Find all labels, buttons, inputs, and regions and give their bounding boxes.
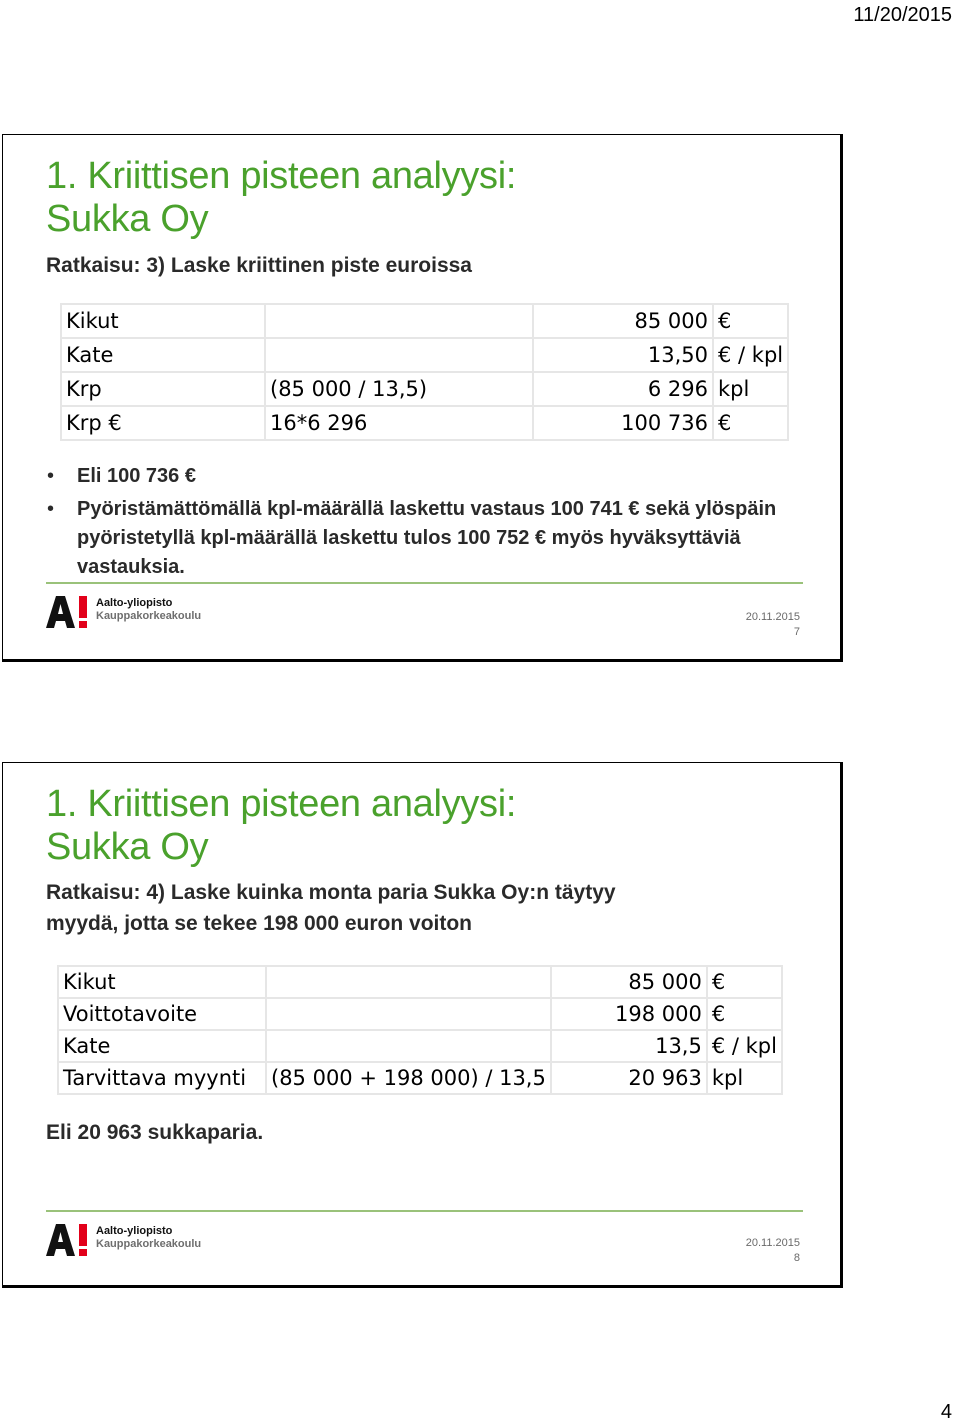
slide-title-line-2: Sukka Oy <box>46 826 209 868</box>
table-cell: 13,5 <box>551 1030 707 1062</box>
logo-line-2: Kauppakorkeakoulu <box>96 610 202 622</box>
table-cell: (85 000 / 13,5) <box>265 372 533 406</box>
footer-date: 20.11.2015 <box>745 611 800 623</box>
table-cell: 13,50 <box>533 338 713 372</box>
table-row <box>61 338 788 372</box>
table-cell: € <box>713 406 788 440</box>
table-cell <box>266 966 551 998</box>
table-cell: € <box>707 998 782 1030</box>
table-row <box>58 998 782 1030</box>
conclusion-text: Eli 20 963 sukkaparia. <box>46 1121 264 1144</box>
aalto-logo-mark-icon <box>46 1223 90 1257</box>
table-row <box>58 966 782 998</box>
table-cell: Krp € <box>61 406 265 440</box>
logo-line-2: Kauppakorkeakoulu <box>96 1238 202 1250</box>
table-cell: kpl <box>713 372 788 406</box>
calculation-table <box>57 965 783 1095</box>
table-row <box>58 1062 782 1094</box>
table-cell: 6 296 <box>533 372 713 406</box>
table-cell: Voittotavoite <box>58 998 266 1030</box>
slide-subtitle: Ratkaisu: 3) Laske kriittinen piste euroissa <box>46 254 472 277</box>
page-number: 4 <box>940 1401 952 1423</box>
table-cell <box>265 338 533 372</box>
logo-line-1: Aalto-yliopisto <box>96 1225 173 1237</box>
table-cell <box>266 1030 551 1062</box>
table-row <box>58 1030 782 1062</box>
aalto-logo-mark-icon <box>46 595 90 629</box>
aalto-logo <box>46 595 236 631</box>
logo-text <box>96 597 201 623</box>
table-cell: 20 963 <box>551 1062 707 1094</box>
table-row <box>61 304 788 338</box>
table-cell <box>266 998 551 1030</box>
table-cell: € / kpl <box>713 338 788 372</box>
slide-title <box>46 783 516 869</box>
table-row <box>61 372 788 406</box>
bullet-list <box>47 462 807 586</box>
table-cell <box>265 304 533 338</box>
table-cell: Krp <box>61 372 265 406</box>
slide-number: 8 <box>793 1252 800 1264</box>
table-cell: € <box>713 304 788 338</box>
slide-subtitle <box>46 877 616 939</box>
slide-subtitle-line-2: myydä, jotta se tekee 198 000 euron voiton <box>46 912 473 935</box>
slide-subtitle-line-1: Ratkaisu: 4) Laske kuinka monta paria Sukka Oy:n täytyy <box>46 881 616 904</box>
table-cell: Tarvittava myynti <box>58 1062 266 1094</box>
table-cell: 85 000 <box>551 966 707 998</box>
logo-line-1: Aalto-yliopisto <box>96 597 173 609</box>
table-cell: kpl <box>707 1062 782 1094</box>
bullet-item: • Eli 100 736 € <box>47 462 807 491</box>
table-cell: Kate <box>58 1030 266 1062</box>
page-date: 11/20/2015 <box>853 4 952 26</box>
table-cell: 198 000 <box>551 998 707 1030</box>
footer-divider <box>46 1210 803 1212</box>
slide-title-line-1: 1. Kriittisen pisteen analyysi: <box>46 155 517 197</box>
table-cell: € <box>707 966 782 998</box>
footer-date: 20.11.2015 <box>745 1237 800 1249</box>
table-cell: 85 000 <box>533 304 713 338</box>
table-cell: Kikut <box>58 966 266 998</box>
table-cell: € / kpl <box>707 1030 782 1062</box>
slide-number: 7 <box>793 626 800 638</box>
aalto-logo <box>46 1223 236 1259</box>
table-row <box>61 406 788 440</box>
footer-divider <box>46 582 803 584</box>
table-cell: Kate <box>61 338 265 372</box>
table-cell: 100 736 <box>533 406 713 440</box>
table-cell: Kikut <box>61 304 265 338</box>
table-cell: 16*6 296 <box>265 406 533 440</box>
calculation-table <box>60 303 789 441</box>
bullet-item: • Pyöristämättömällä kpl-määrällä laskettu vastaus 100 741 € sekä ylöspäin pyöristetyllä kpl-määrällä laskettu tulos 100 752 € myös hyväksyttäviä vastauksia. <box>47 495 807 582</box>
slide-title-line-1: 1. Kriittisen pisteen analyysi: <box>46 783 517 825</box>
table-cell: (85 000 + 198 000) / 13,5 <box>266 1062 551 1094</box>
slide-title-line-2: Sukka Oy <box>46 198 209 240</box>
slide-8 <box>2 762 843 1288</box>
logo-text <box>96 1225 201 1251</box>
slide-7 <box>2 134 843 662</box>
slide-title <box>46 155 516 241</box>
